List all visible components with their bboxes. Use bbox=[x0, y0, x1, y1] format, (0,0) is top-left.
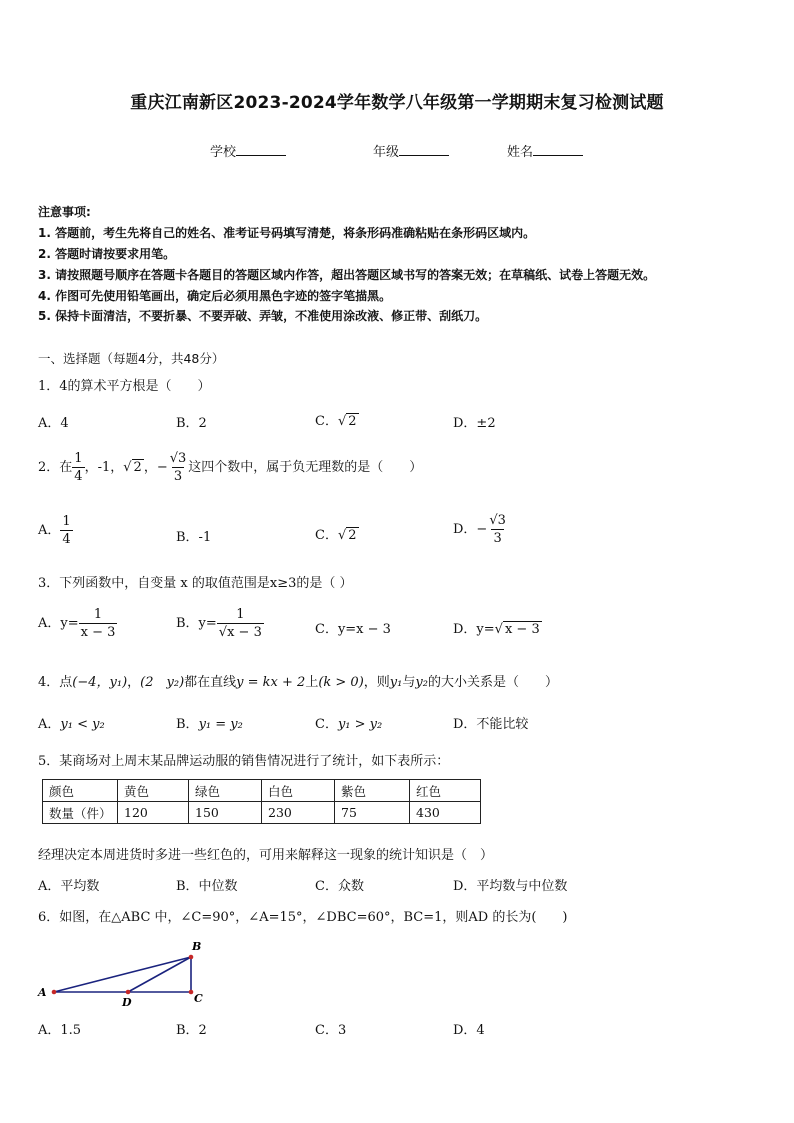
numerator: 1 bbox=[236, 607, 245, 622]
point-2: (2 y₂) bbox=[140, 675, 185, 690]
q2-neg: ，− bbox=[143, 460, 168, 475]
denominator: 3 bbox=[173, 469, 183, 484]
q2-option-a[interactable] bbox=[38, 515, 73, 546]
numerator: √3 bbox=[169, 451, 187, 466]
notice-item: 5. 保持卡面清洁，不要折暴、不要弄破、弄皱，不准使用涂改液、修正带、刮纸刀。 bbox=[38, 309, 488, 323]
sqrt-expression: √ 2 bbox=[337, 414, 357, 429]
fraction bbox=[60, 515, 72, 546]
table-cell: 数量（件） bbox=[43, 802, 118, 824]
sales-table bbox=[42, 779, 481, 824]
question-5-stem: 5．某商场对上周末某品牌运动服的销售情况进行了统计，如下表所示： bbox=[38, 754, 450, 769]
q6-option-c[interactable]: C．3 bbox=[315, 1023, 347, 1038]
table-row bbox=[43, 780, 481, 802]
q6-option-a[interactable]: A．1.5 bbox=[38, 1023, 82, 1038]
table-cell: 白色 bbox=[262, 780, 335, 802]
table-cell: 红色 bbox=[410, 780, 481, 802]
school-blank[interactable] bbox=[236, 143, 286, 156]
table-cell: 430 bbox=[410, 802, 481, 824]
q1-option-c[interactable] bbox=[315, 410, 359, 429]
name-label: 姓名 bbox=[507, 145, 534, 160]
radicand: 2 bbox=[348, 528, 357, 543]
side-ab bbox=[54, 957, 191, 992]
option-label: B．y= bbox=[176, 616, 217, 631]
q2-suffix: 这四个数中，属于负无理数的是（ ） bbox=[188, 460, 423, 475]
radicand: 3 bbox=[178, 451, 187, 466]
condition: (k > 0) bbox=[318, 675, 364, 690]
label-c: C bbox=[194, 992, 203, 1005]
sqrt-expression: √ x − 3 bbox=[494, 622, 540, 637]
radicand: 2 bbox=[133, 460, 142, 475]
section-heading: 一、选择题（每题4分，共48分） bbox=[38, 351, 225, 366]
label-a: A bbox=[38, 986, 47, 999]
point-d-dot bbox=[126, 990, 131, 995]
q5-option-a[interactable]: A．平均数 bbox=[38, 879, 100, 894]
q2-option-c[interactable] bbox=[315, 524, 359, 543]
denominator: x − 3 bbox=[80, 625, 116, 640]
sqrt-expression: √ 2 bbox=[123, 460, 142, 475]
point-a-dot bbox=[52, 990, 57, 995]
table-row bbox=[43, 802, 481, 824]
name-blank[interactable] bbox=[533, 143, 583, 156]
notice-heading: 注意事项: bbox=[38, 205, 91, 219]
school-field[interactable] bbox=[210, 141, 286, 160]
numerator: 1 bbox=[74, 451, 83, 466]
q4-option-d[interactable]: D．不能比较 bbox=[453, 717, 529, 732]
option-label: A． bbox=[38, 717, 61, 732]
numerator: √3 bbox=[489, 513, 506, 528]
point-c-dot bbox=[189, 990, 194, 995]
notice-item: 3. 请按照题号顺序在答题卡各题目的答题区域内作答，超出答题区域书写的答案无效；在草稿纸、试卷上答题无效。 bbox=[38, 268, 656, 282]
question-6-stem: 6．如图，在△ABC 中，∠C=90°，∠A=15°，∠DBC=60°，BC=1，则AD 的长为( ) bbox=[38, 910, 568, 925]
label-d: D bbox=[122, 996, 132, 1009]
question-4-stem bbox=[38, 671, 558, 690]
denominator: √x − 3 bbox=[218, 625, 262, 640]
q1-option-d[interactable]: D．±2 bbox=[453, 416, 496, 431]
table-cell: 黄色 bbox=[118, 780, 189, 802]
q4-text: 上 bbox=[305, 675, 319, 690]
q4-text: ， bbox=[127, 675, 141, 690]
exam-title: 重庆江南新区2023-2024学年数学八年级第一学期期末复习检测试题 bbox=[130, 93, 664, 113]
q5-option-c[interactable]: C．众数 bbox=[315, 879, 364, 894]
q4-text: 的大小关系是（ ） bbox=[427, 675, 558, 690]
q4-text: 都在直线 bbox=[184, 675, 237, 690]
q3-option-a[interactable] bbox=[38, 608, 117, 639]
y1-symbol: y₁ bbox=[389, 675, 403, 690]
q3-option-d[interactable] bbox=[453, 618, 542, 637]
y2-symbol: y₂ bbox=[415, 675, 428, 690]
grade-field[interactable] bbox=[373, 141, 449, 160]
notice-item: 2. 答题时请按要求用笔。 bbox=[38, 247, 176, 261]
fraction bbox=[217, 608, 264, 639]
denominator: 4 bbox=[74, 469, 83, 484]
denominator: 3 bbox=[493, 531, 502, 546]
q3-option-c[interactable]: C．y=x − 3 bbox=[315, 622, 391, 637]
q2-option-d[interactable] bbox=[453, 514, 508, 545]
option-label: D．− bbox=[453, 522, 488, 537]
triangle-figure bbox=[30, 938, 220, 1010]
name-field[interactable] bbox=[507, 141, 583, 160]
q5-option-d[interactable]: D．平均数与中位数 bbox=[453, 879, 568, 894]
point-1: (−4，y₁) bbox=[72, 675, 128, 690]
denominator: 4 bbox=[62, 532, 71, 547]
q6-option-b[interactable]: B．2 bbox=[176, 1023, 207, 1038]
q4-option-b[interactable] bbox=[176, 713, 243, 732]
fraction bbox=[72, 452, 84, 483]
notice-item: 4. 作图可先使用铅笔画出，确定后必须用黑色字迹的签字笔描黑。 bbox=[38, 289, 392, 303]
q4-option-c[interactable] bbox=[315, 713, 382, 732]
question-1-stem: 1．4的算术平方根是（ ） bbox=[38, 379, 211, 394]
option-label: D．y= bbox=[453, 622, 495, 637]
radicand: x − 3 bbox=[227, 625, 262, 640]
line-equation: y = kx + 2 bbox=[236, 675, 306, 690]
grade-label: 年级 bbox=[373, 145, 400, 160]
grade-blank[interactable] bbox=[399, 143, 449, 156]
table-cell: 绿色 bbox=[189, 780, 262, 802]
label-b: B bbox=[192, 940, 202, 953]
fraction bbox=[168, 452, 189, 483]
option-expression: y₁ < y₂ bbox=[60, 717, 105, 732]
option-label: A．y= bbox=[38, 616, 79, 631]
option-label: A． bbox=[38, 523, 61, 538]
point-b-dot bbox=[189, 955, 194, 960]
table-cell: 75 bbox=[335, 802, 410, 824]
radicand: x − 3 bbox=[504, 622, 540, 637]
table-cell: 120 bbox=[118, 802, 189, 824]
option-expression: y₁ = y₂ bbox=[198, 717, 243, 732]
fraction bbox=[79, 608, 118, 639]
table-cell: 150 bbox=[189, 802, 262, 824]
table-cell: 颜色 bbox=[43, 780, 118, 802]
q1-option-a[interactable]: A．4 bbox=[38, 416, 69, 431]
option-label: C． bbox=[315, 528, 338, 543]
option-label: B． bbox=[176, 717, 199, 732]
question-3-stem: 3．下列函数中，自变量 x 的取值范围是x≥3的是（ ） bbox=[38, 576, 353, 591]
option-expression: y₁ > y₂ bbox=[337, 717, 383, 732]
radicand: 2 bbox=[348, 414, 357, 429]
table-cell: 230 bbox=[262, 802, 335, 824]
q4-option-a[interactable] bbox=[38, 713, 105, 732]
q2-option-b[interactable]: B．-1 bbox=[176, 530, 212, 545]
sqrt-expression: √ 2 bbox=[337, 528, 357, 543]
option-label: C． bbox=[315, 717, 338, 732]
q4-text: 与 bbox=[402, 675, 416, 690]
q2-prefix: 2．在 bbox=[38, 460, 73, 475]
numerator: 1 bbox=[62, 514, 71, 529]
q4-text: 4．点 bbox=[38, 675, 73, 690]
notice-item: 1. 答题前，考生先将自己的姓名、准考证号码填写清楚，将条形码准确粘贴在条形码区域内。 bbox=[38, 226, 536, 240]
option-label: C． bbox=[315, 414, 338, 429]
q2-mid: ，-1， bbox=[84, 460, 124, 475]
q6-option-d[interactable]: D．4 bbox=[453, 1023, 485, 1038]
q4-text: ，则 bbox=[363, 675, 390, 690]
question-2-stem bbox=[38, 452, 422, 483]
q5-option-b[interactable]: B．中位数 bbox=[176, 879, 238, 894]
radicand: 3 bbox=[497, 513, 506, 528]
school-label: 学校 bbox=[210, 145, 237, 160]
question-5-prompt: 经理决定本周进货时多进一些红色的，可用来解释这一现象的统计知识是（ ） bbox=[38, 848, 494, 863]
fraction bbox=[487, 514, 508, 545]
q3-option-b[interactable] bbox=[176, 608, 264, 639]
numerator: 1 bbox=[93, 607, 103, 622]
table-cell: 紫色 bbox=[335, 780, 410, 802]
segment-bd bbox=[128, 957, 191, 992]
q1-option-b[interactable]: B．2 bbox=[176, 416, 207, 431]
